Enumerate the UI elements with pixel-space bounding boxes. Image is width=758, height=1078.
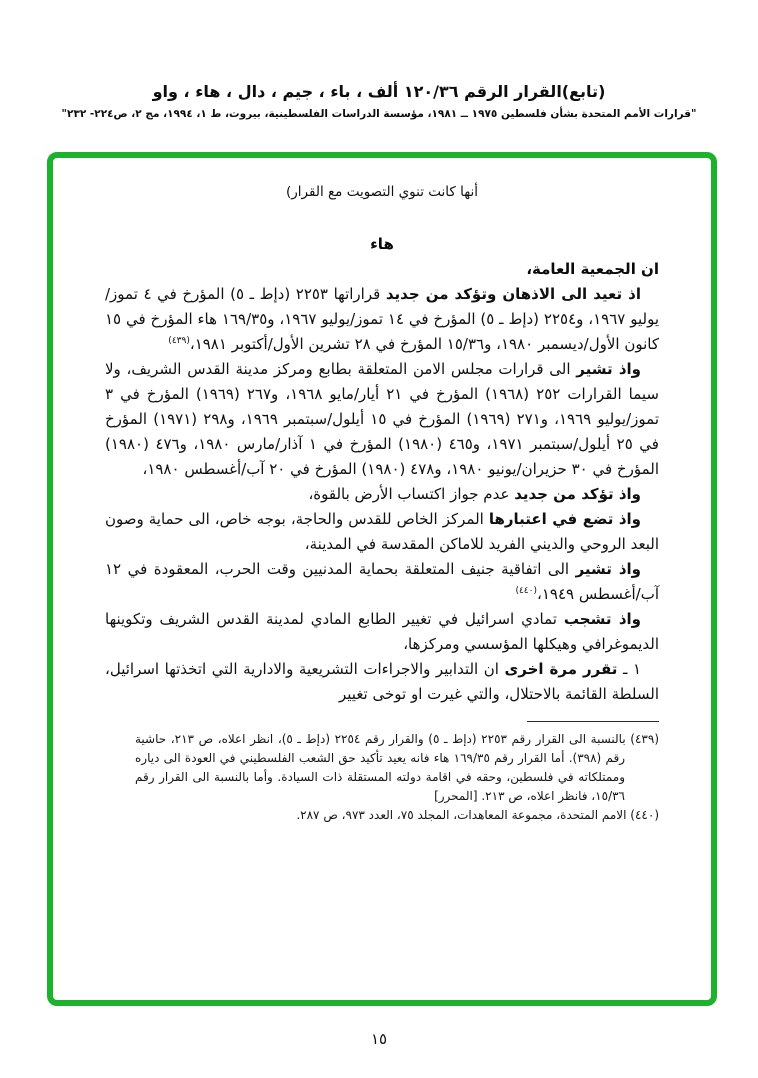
page-number: ١٥ — [370, 1030, 388, 1048]
paragraph-text: الى قرارات مجلس الامن المتعلقة بطابع ومركز مدينة القدس الشريف، ولا سيما القرارات ٢٥٢ (١٩٦٨) المؤرخ في ٢١ أيار/مايو ١٩٦٨، و٢٦٧ (١٩٦٩) المؤرخ في ٣ تموز/يوليو ١٩٦٩، و٢٧١ (١٩٦٩) المؤرخ في ١٥ أيلول/سبتمبر ١٩٦٩، و٢٩٨ (١٩٧١) المؤرخ في ٢٥ أيلول/سبتمبر ١٩٧١، و٤٦٥ (١٩٨٠) المؤرخ في ١ آذار/مارس ١٩٨٠، و٤٧٦ (١٩٨٠) المؤرخ في ٣٠ حزيران/يونيو ١٩٨٠، و٤٧٨ (١٩٨٠) المؤرخ في ٢٠ آب/أغسطس ١٩٨٠، — [105, 360, 660, 478]
paragraph-text: الى اتفاقية جنيف المتعلقة بحماية المدنيين وقت الحرب، المعقودة في ١٢ آب/أغسطس ١٩٤٩، — [105, 560, 659, 603]
paragraph-lead: واذ تؤكد من جديد — [514, 485, 641, 503]
paragraph-text: المركز الخاص للقدس والحاجة، بوجه خاص، الى حماية وصون البعد الروحي والديني الفريد للاماكن المقدسة في المدينة، — [105, 510, 659, 553]
document-header — [0, 82, 758, 120]
paragraph-number: ١ ـ — [617, 660, 642, 678]
preambular-paragraph — [105, 282, 659, 357]
preambular-paragraph — [105, 357, 659, 482]
section-heading: هاء — [370, 235, 394, 253]
paragraph-lead: واذ تشير — [575, 560, 641, 578]
footnote-item — [135, 806, 659, 825]
resolution-title: (تابع)القرار الرقم ١٢٠/٣٦ ألف ، باء ، جيم ، دال ، هاء ، واو — [152, 82, 606, 101]
paragraph-text: تمادي اسرائيل في تغيير الطابع المادي لمدينة القدس الشريف وتكوينها الديموغرافي وهيكلها المؤسسي ومركزها، — [105, 610, 659, 653]
footnote-divider — [527, 721, 659, 722]
footnote-marker: (٤٣٩) — [630, 732, 659, 746]
paragraph-lead: اذ تعيد الى الاذهان وتؤكد من جديد — [385, 285, 641, 303]
paragraph-lead: واذ تضع في اعتبارها — [488, 510, 642, 528]
assembly-opening-line: ان الجمعية العامة، — [526, 260, 659, 278]
preambular-paragraph — [105, 482, 659, 507]
paragraph-text: قراراتها ٢٢٥٣ (دإط ـ ٥) المؤرخ في ٤ تموز/يوليو ١٩٦٧، و٢٢٥٤ (دإط ـ ٥) المؤرخ في ١٤ تموز/يوليو ١٩٦٧، و١٦٩/٣٥ هاء المؤرخ في ١٥ كانون الأول/ديسمبر ١٩٨٠، و١٥/٣٦ المؤرخ في ٢٨ تشرين الأول/أكتوبر ١٩٨١، — [105, 285, 659, 353]
paragraph-lead: تقرر مرة اخرى — [504, 660, 618, 678]
footnote-text: بالنسبة الى القرار رقم ٢٢٥٣ (دإط ـ ٥) والقرار رقم ٢٢٥٤ (دإط ـ ٥)، انظر اعلاه، ص ٢١٣، حاشية رقم (٣٩٨). أما القرار رقم ١٦٩/٣٥ هاء فانه يعيد تأكيد حق الشعب الفلسطيني في العودة الى دياره وممتلكاته في فلسطين، وحقه في اقامة دولته المستقلة ذات السيادة. وأما بالنسبة الى القرار رقم ١٥/٣٦، فانظر اعلاه، ص ٢١٣. [المحرر] — [135, 732, 631, 803]
footnote-marker: (٤٤٠) — [630, 808, 659, 822]
footnote-item — [135, 730, 659, 806]
paragraph-lead: واذ تشجب — [563, 610, 641, 628]
footnote-reference: (٤٤٠) — [515, 586, 537, 596]
footnotes-block — [135, 730, 659, 825]
paragraph-text: ان التدابير والاجراءات التشريعية والادارية التي اتخذتها اسرائيل، السلطة القائمة بالاحتلال، والتي غيرت او توخى تغيير — [105, 660, 659, 703]
preambular-paragraph — [105, 607, 659, 657]
preambular-paragraph — [105, 507, 659, 557]
preambular-paragraph — [105, 557, 659, 607]
paragraph-lead: واذ تشير — [576, 360, 641, 378]
continuation-line: أنها كانت تنوي التصويت مع القرار) — [286, 184, 478, 200]
source-citation: "قرارات الأمم المتحدة بشأن فلسطين ١٩٧٥ ــ ١٩٨١، مؤسسة الدراسات الفلسطينية، بيروت، ط ١، ١٩٩٤، مج ٢، ص٢٢٤- ٢٣٢" — [61, 108, 697, 120]
content-frame — [47, 152, 717, 1006]
footnote-text: الامم المتحدة، مجموعة المعاهدات، المجلد ٧٥، العدد ٩٧٣، ص ٢٨٧. — [296, 808, 631, 822]
footnote-reference: (٤٣٩) — [168, 336, 190, 346]
operative-paragraph — [105, 657, 659, 707]
resolution-paragraphs — [105, 282, 659, 707]
paragraph-text: عدم جواز اكتساب الأرض بالقوة، — [308, 485, 515, 503]
